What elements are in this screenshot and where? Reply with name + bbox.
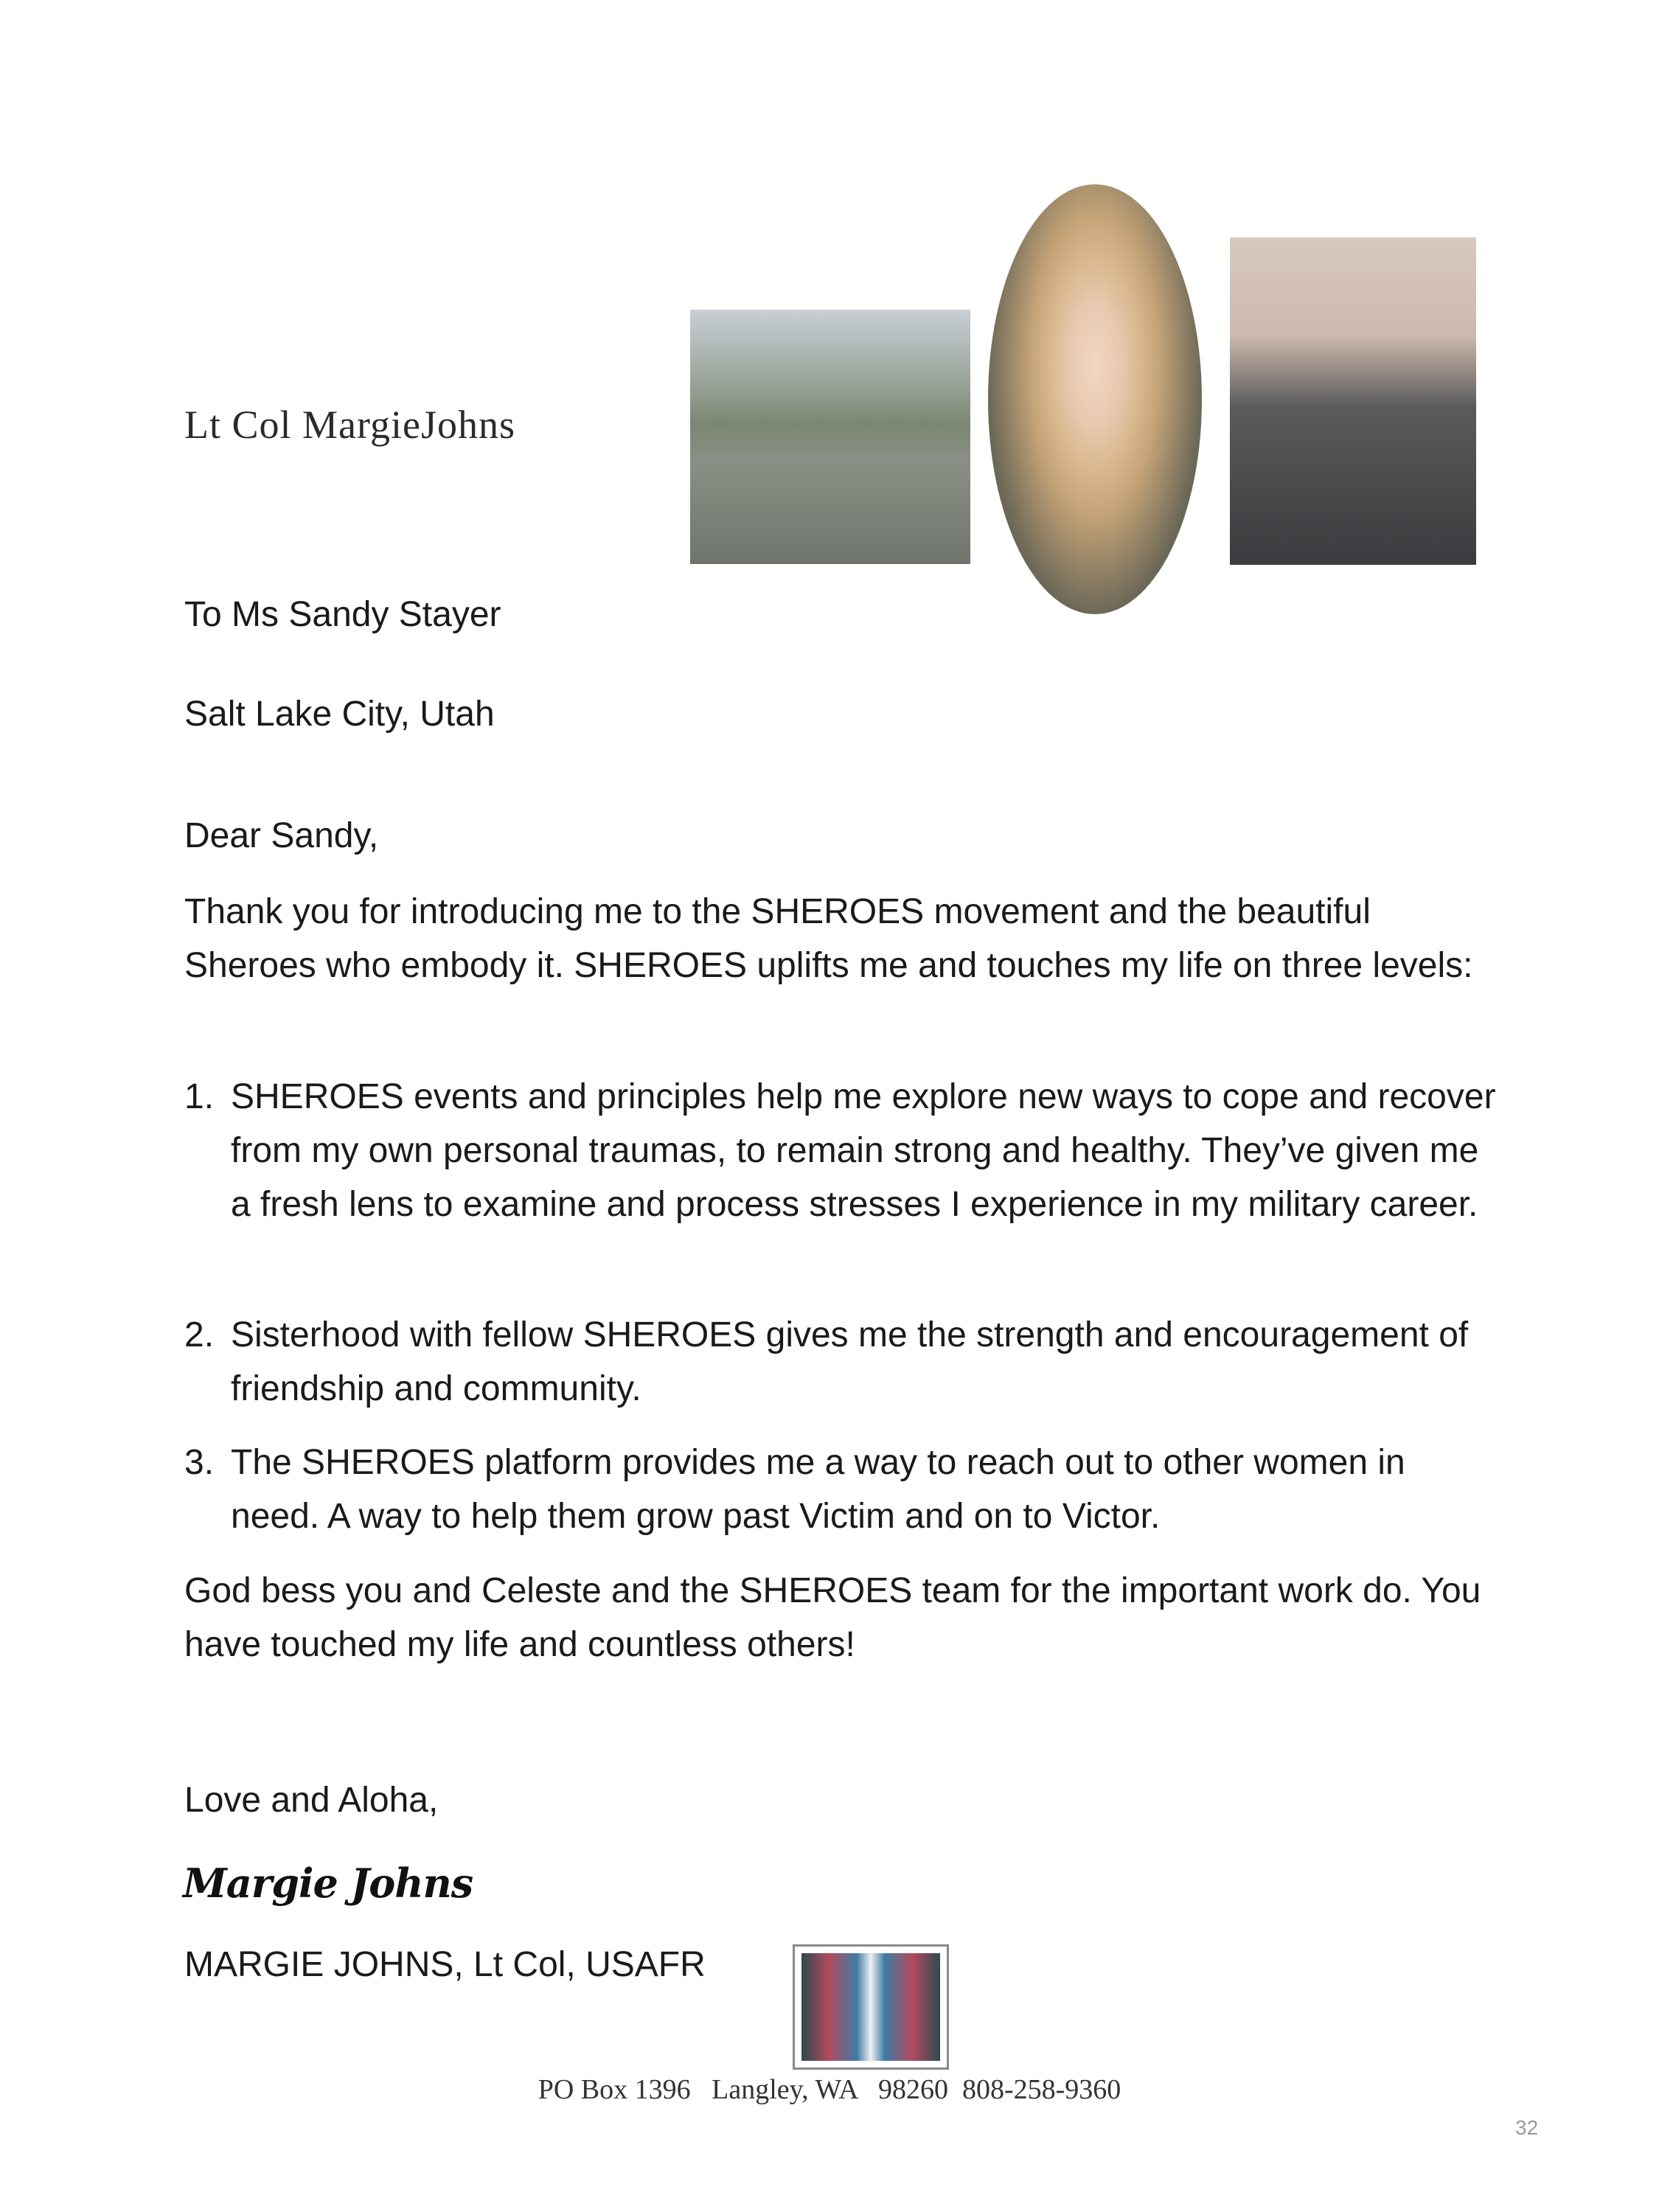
closing-paragraph: God bess you and Celeste and the SHEROES team for the important work do. You have touched my life and countless others!	[184, 1571, 1481, 1664]
list-item-text: Sisterhood with fellow SHEROES gives me the strength and encouragement of friendship and community.	[231, 1315, 1469, 1408]
handwritten-signature: Margie Johns	[183, 1860, 473, 1907]
recipient-line: To Ms Sandy Stayer	[184, 595, 501, 634]
recipient-city: Salt Lake City, Utah	[184, 695, 495, 734]
winged-photo-stamp	[793, 1944, 949, 2070]
valediction: Love and Aloha,	[184, 1781, 439, 1820]
selfie-portrait-photo	[1230, 237, 1476, 565]
military-portrait-photo	[690, 310, 970, 564]
winged-photo-image	[801, 1953, 940, 2061]
salutation: Dear Sandy,	[184, 816, 379, 855]
page-number: 32	[1515, 2116, 1539, 2139]
oval-portrait-photo	[988, 184, 1202, 614]
list-item-number: 2.	[184, 1315, 215, 1354]
footer-address: PO Box 1396 Langley, WA 98260 808-258-9360	[538, 2074, 1121, 2105]
signoff-name: MARGIE JOHNS, Lt Col, USAFR	[184, 1945, 706, 1984]
list-item-number: 1.	[184, 1077, 215, 1116]
sender-name-heading: Lt Col MargieJohns	[184, 403, 515, 447]
list-item-text: SHEROES events and principles help me explore new ways to cope and recover from my own personal traumas, to remain strong and healthy. They’ve given me a fresh lens to examine and process stresses I experience in my military career.	[231, 1077, 1496, 1224]
list-item-text: The SHEROES platform provides me a way to reach out to other women in need. A way to help them grow past Victim and on to Victor.	[231, 1443, 1405, 1536]
intro-paragraph: Thank you for introducing me to the SHEROES movement and the beautiful Sheroes who embody it. SHEROES uplifts me and touches my life on three levels:	[184, 892, 1473, 985]
list-item-number: 3.	[184, 1443, 215, 1482]
